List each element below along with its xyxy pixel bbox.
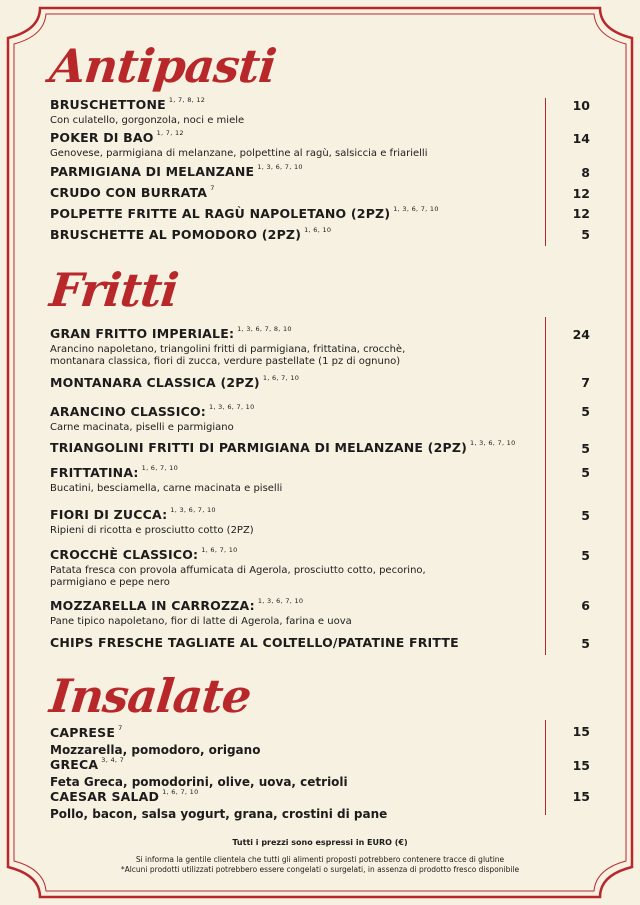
menu-item <box>50 227 595 245</box>
item-allergens: 1, 3, 6, 7, 10 <box>393 205 439 213</box>
item-price: 5 <box>581 636 590 651</box>
item-name: CAPRESE <box>50 725 116 740</box>
item-allergens: 1, 6, 7, 10 <box>201 546 238 554</box>
item-description: Feta Greca, pomodorini, olive, uova, cetrioli <box>50 775 348 789</box>
item-allergens: 1, 7, 8, 12 <box>168 96 206 104</box>
item-allergens: 1, 3, 6, 7, 10 <box>209 403 255 411</box>
item-name: GRAN FRITTO IMPERIALE: <box>50 326 235 341</box>
section-title: Insalate <box>47 669 254 723</box>
item-name: MONTANARA CLASSICA (2PZ) <box>50 375 260 390</box>
item-price: 5 <box>581 441 590 456</box>
item-description: Genovese, parmigiana di melanzane, polpettine al ragù, salsiccia e friarielli <box>50 148 428 159</box>
item-allergens: 1, 3, 6, 7, 8, 10 <box>237 325 292 333</box>
section-title: Fritti <box>47 263 181 317</box>
item-price: 7 <box>581 375 590 390</box>
item-price: 12 <box>572 206 590 221</box>
item-price: 24 <box>572 327 590 342</box>
item-price: 5 <box>581 548 590 563</box>
item-price: 15 <box>572 758 590 773</box>
item-allergens: 1, 3, 6, 7, 10 <box>257 597 304 605</box>
item-name: CAESAR SALAD <box>50 789 160 804</box>
footer <box>0 838 640 875</box>
menu-item <box>50 465 595 495</box>
price-note: Tutti i prezzi sono espressi in EURO (€) <box>232 838 408 847</box>
item-allergens: 1, 3, 6, 7, 10 <box>470 439 516 447</box>
gluten-disclaimer: Si informa la gentile clientela che tutti gli alimenti proposti potrebbero contenere tracce di glutine <box>135 855 505 864</box>
item-name: MOZZARELLA IN CARROZZA: <box>50 598 255 613</box>
menu-item <box>50 789 595 821</box>
item-price: 6 <box>581 598 590 613</box>
menu-item <box>50 547 595 588</box>
item-price: 10 <box>572 98 590 113</box>
menu-item <box>50 97 595 127</box>
menu-item <box>50 635 595 650</box>
item-price: 8 <box>581 165 590 180</box>
item-allergens: 1, 6, 10 <box>304 226 332 234</box>
item-name: BRUSCHETTE AL POMODORO (2PZ) <box>50 227 302 242</box>
menu-item <box>50 130 595 160</box>
item-price: 14 <box>572 131 590 146</box>
item-name: CRUDO CON BURRATA <box>50 185 208 200</box>
menu-item <box>50 757 595 789</box>
item-name: POLPETTE FRITTE AL RAGÙ NAPOLETANO (2PZ) <box>50 206 391 221</box>
item-allergens: 7 <box>118 724 123 732</box>
item-allergens: 1, 3, 6, 7, 10 <box>170 506 216 514</box>
item-allergens: 1, 6, 7, 10 <box>141 464 179 472</box>
item-description: Arancino napoletano, triangolini fritti di parmigiana, frittatina, crocchè, <box>50 344 406 355</box>
section-title: Antipasti <box>47 39 279 93</box>
menu-item <box>50 440 595 458</box>
menu-item <box>50 725 595 757</box>
item-name: FRITTATINA: <box>50 465 139 480</box>
item-name: TRIANGOLINI FRITTI DI PARMIGIANA DI MELANZANE (2PZ) <box>50 440 468 455</box>
menu-item <box>50 375 595 393</box>
item-price: 12 <box>572 186 590 201</box>
item-description-line2: montanara classica, fiori di zucca, verdure pastellate (1 pz di ognuno) <box>50 355 401 367</box>
item-price: 15 <box>572 789 590 804</box>
item-allergens: 1, 3, 6, 7, 10 <box>257 163 303 171</box>
item-description: Bucatini, besciamella, carne macinata e piselli <box>50 483 283 494</box>
item-price: 5 <box>581 465 590 480</box>
item-description-line2: parmigiano e pepe nero <box>50 576 170 588</box>
item-description: Con culatello, gorgonzola, noci e miele <box>50 115 245 126</box>
item-name: PARMIGIANA DI MELANZANE <box>50 164 255 179</box>
item-allergens: 3, 4, 7 <box>101 756 125 764</box>
menu-item <box>50 326 595 367</box>
item-allergens: 1, 7, 12 <box>156 129 184 137</box>
item-allergens: 1, 6, 7, 10 <box>262 374 300 382</box>
item-name: ARANCINO CLASSICO: <box>50 404 207 419</box>
item-description: Patata fresca con provola affumicata di Agerola, prosciutto cotto, pecorino, <box>50 565 426 576</box>
item-price: 5 <box>581 404 590 419</box>
item-description: Carne macinata, piselli e parmigiano <box>50 422 234 433</box>
item-price: 5 <box>581 227 590 242</box>
item-description: Ripieni di ricotta e prosciutto cotto (2PZ) <box>50 525 254 536</box>
item-allergens: 7 <box>210 184 215 192</box>
item-name: POKER DI BAO <box>50 130 154 145</box>
item-price: 5 <box>581 508 590 523</box>
item-allergens: 1, 6, 7, 10 <box>162 788 199 796</box>
frozen-disclaimer: *Alcuni prodotti utilizzati potrebbero essere congelati o surgelati, in assenza di prodotto fresco disponibile <box>120 865 520 874</box>
item-name: CHIPS FRESCHE TAGLIATE AL COLTELLO/PATATINE FRITTE <box>50 635 459 650</box>
menu-item <box>50 598 595 628</box>
menu-item <box>50 185 595 203</box>
item-description: Mozzarella, pomodoro, origano <box>50 743 261 757</box>
item-description: Pane tipico napoletano, fior di latte di Agerola, farina e uova <box>50 616 352 627</box>
item-name: FIORI DI ZUCCA: <box>50 507 168 522</box>
item-name: GRECA <box>50 757 99 772</box>
menu-item <box>50 507 595 537</box>
item-price: 15 <box>572 724 590 739</box>
item-description: Pollo, bacon, salsa yogurt, grana, crostini di pane <box>50 807 388 821</box>
menu-item <box>50 206 595 224</box>
item-name: CROCCHÈ CLASSICO: <box>50 547 199 562</box>
menu-item <box>50 164 595 182</box>
item-name: BRUSCHETTONE <box>50 97 166 112</box>
menu-item <box>50 404 595 434</box>
